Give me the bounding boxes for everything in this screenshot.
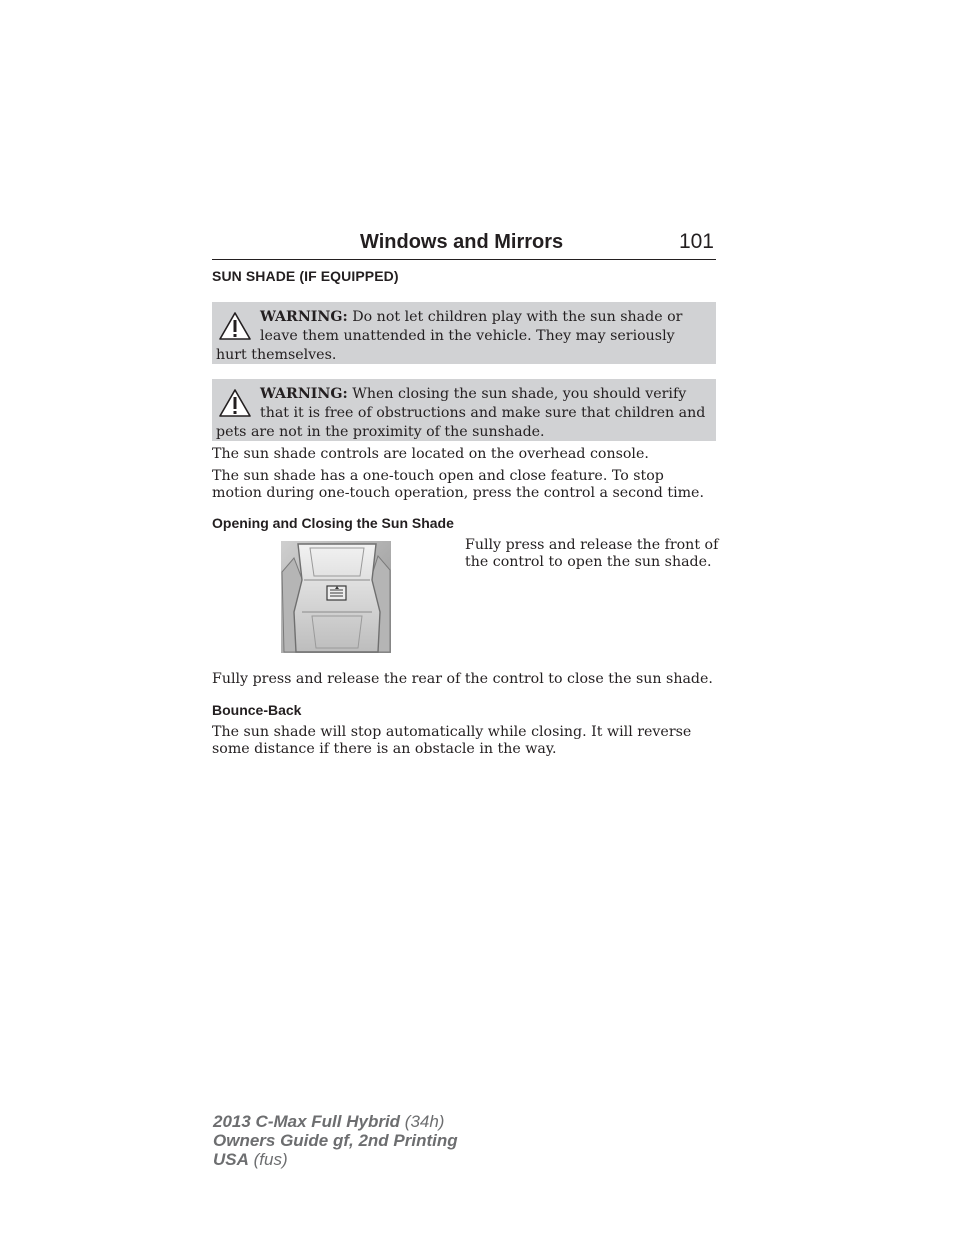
chapter-title: Windows and Mirrors (360, 231, 564, 253)
section-heading: SUN SHADE (IF EQUIPPED) (212, 268, 399, 284)
footer-line-2: Owners Guide gf, 2nd Printing (213, 1131, 458, 1150)
warning-label: WARNING: (260, 309, 348, 325)
footer-line-3: USA (fus) (213, 1150, 288, 1169)
page-number: 101 (678, 230, 714, 253)
warning-triangle-icon (218, 388, 252, 418)
warning-text: Do not let children play with the sun shade or leave them unattended in the vehicle. They may seriously hurt themselves. (216, 309, 683, 363)
warning-box-1 (212, 302, 716, 364)
paragraph-controls-location: The sun shade controls are located on the overhead console. (212, 446, 649, 462)
paragraph-close-instructions: Fully press and release the rear of the control to close the sun shade. (212, 671, 713, 687)
footer (213, 1112, 458, 1169)
bounce-back-heading: Bounce-Back (212, 702, 302, 718)
warning-box-2 (212, 379, 716, 441)
opening-closing-heading: Opening and Closing the Sun Shade (212, 515, 454, 531)
paragraph-bounce-back: The sun shade will stop automatically while closing. It will reverse some distance if there is an obstacle in the way. (212, 724, 692, 757)
warning-label: WARNING: (260, 386, 348, 402)
sun-shade-control-illustration (280, 540, 392, 654)
warning-text: When closing the sun shade, you should verify that it is free of obstructions and make sure that children and pets are not in the proximity of the sunshade. (216, 386, 706, 440)
page-header (212, 229, 716, 260)
paragraph-one-touch: The sun shade has a one-touch open and close feature. To stop motion during one-touch operation, press the control a second time. (212, 468, 704, 501)
footer-line-1: 2013 C-Max Full Hybrid (34h) (213, 1112, 445, 1131)
figure-caption: Fully press and release the front of the control to open the sun shade. (465, 537, 719, 570)
warning-triangle-icon (218, 311, 252, 341)
